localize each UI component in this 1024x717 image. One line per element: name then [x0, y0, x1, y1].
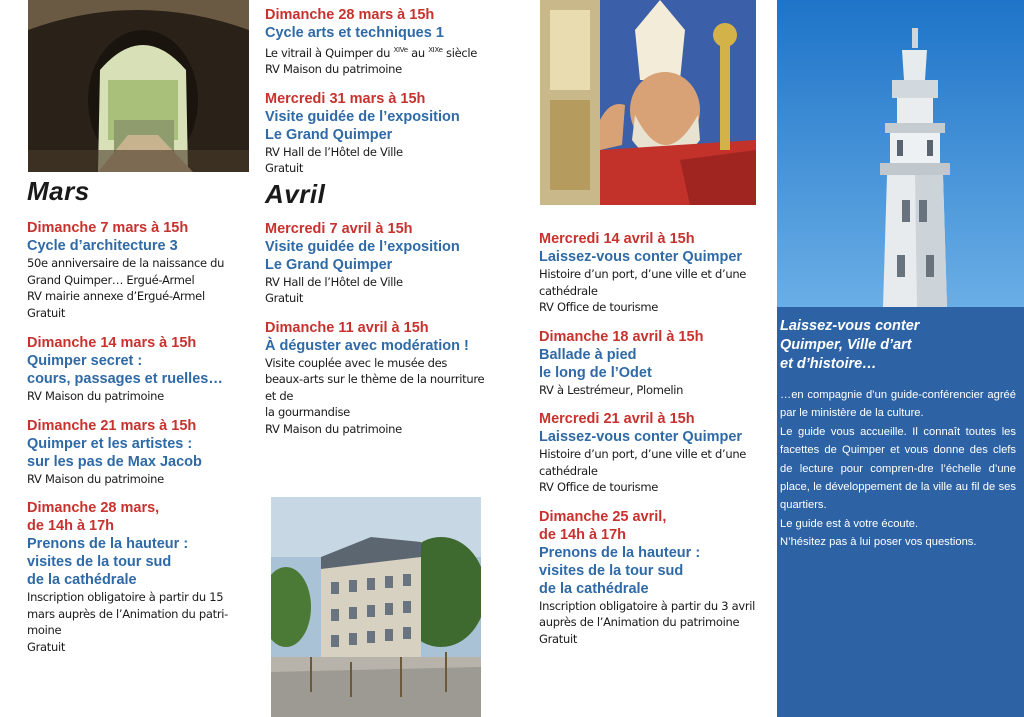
event-title: Le Grand Quimper [265, 126, 393, 143]
event-title: Le Grand Quimper [265, 256, 393, 273]
event-detail: cathédrale [539, 283, 598, 298]
tower-photo [777, 0, 1024, 307]
event-date: Dimanche 11 avril à 15h [265, 319, 429, 336]
event-item [539, 410, 769, 496]
event-detail: RV Office de tourisme [539, 300, 659, 314]
event-title: À déguster avec modération ! [265, 337, 469, 354]
event-title: Laissez-vous conter Quimper [539, 249, 743, 265]
event-detail: beaux-arts sur le thème de la nourriture [265, 372, 485, 387]
event-date: Dimanche 18 avril à 15h [539, 328, 704, 345]
panel-title: et d’histoire… [780, 356, 877, 372]
event-detail: Histoire d’un port, d’une ville et d’une [539, 447, 747, 461]
event-title: Quimper secret : [27, 353, 143, 369]
event-item [539, 328, 769, 399]
event-detail: Visite couplée avec le musée des [265, 355, 448, 370]
event-title: Visite guidée de l’exposition [265, 238, 460, 255]
event-title: de la cathédrale [539, 580, 649, 597]
event-date: Mercredi 7 avril à 15h [265, 220, 413, 237]
event-title: de la cathédrale [27, 572, 137, 588]
panel-title: Quimper, Ville d’art [780, 337, 912, 353]
event-title: Cycle arts et techniques 1 [265, 25, 444, 41]
event-detail: RV Hall de l’Hôtel de Ville [265, 144, 403, 159]
archway-photo [28, 0, 249, 172]
event-time: de 14h à 17h [27, 518, 115, 534]
event-detail: RV Maison du patrimoine [27, 471, 164, 486]
event-title: visites de la tour sud [539, 562, 684, 579]
event-item [539, 508, 769, 648]
column-avril-2 [539, 230, 769, 647]
event-detail: Gratuit [539, 631, 578, 646]
panel-title: Laissez-vous conter [780, 318, 920, 334]
month-heading: Mars [27, 176, 90, 206]
event-detail: Gratuit [27, 639, 66, 654]
month-heading: Avril [265, 178, 326, 209]
event-date: Mercredi 14 avril à 15h [539, 231, 695, 247]
event-title: Ballade à pied [539, 346, 637, 363]
event-detail: la gourmandise [265, 405, 350, 420]
event-detail: RV Hall de l’Hôtel de Ville [265, 274, 403, 289]
event-date: Dimanche 28 mars, [27, 500, 160, 516]
event-detail: RV Maison du patrimoine [27, 389, 164, 403]
event-detail: Gratuit [265, 161, 304, 176]
event-detail: Gratuit [27, 305, 66, 320]
info-panel [777, 307, 1024, 717]
event-item [539, 230, 769, 316]
event-detail: RV à Lestrémeur, Plomelin [539, 382, 684, 397]
event-detail: Inscription obligatoire à partir du 15 [27, 590, 224, 604]
event-detail: RV mairie annexe d’Ergué-Armel [27, 289, 205, 303]
event-detail: auprès de l’Animation du patrimoine [539, 615, 740, 629]
panel-paragraph: …en compagnie d’un guide-conférencier agréé par le ministère de la culture. [780, 389, 1016, 420]
event-detail: cathédrale [539, 463, 598, 478]
event-item [27, 499, 249, 655]
event-title: sur les pas de Max Jacob [27, 453, 202, 470]
event-title: cours, passages et ruelles… [27, 371, 223, 387]
event-date: Dimanche 21 mars à 15h [27, 417, 197, 434]
event-item [265, 6, 490, 78]
event-detail: moine [27, 623, 62, 637]
event-detail: et de [265, 388, 294, 403]
event-detail: mars auprès de l’Animation du patri- [27, 606, 228, 621]
event-title: Visite guidée de l’exposition [265, 108, 460, 125]
event-detail: RV Maison du patrimoine [265, 421, 402, 436]
event-detail: RV Office de tourisme [539, 480, 659, 494]
event-date: Mercredi 31 mars à 15h [265, 90, 426, 107]
event-title: Cycle d’architecture 3 [27, 238, 178, 254]
event-title: Quimper et les artistes : [27, 435, 193, 452]
panel-paragraph: Le guide est à votre écoute. [780, 517, 919, 530]
event-item [27, 417, 249, 488]
event-date: Mercredi 21 avril à 15h [539, 411, 695, 427]
event-date: Dimanche 25 avril, [539, 508, 667, 525]
event-title: le long de l’Odet [539, 364, 652, 381]
event-date: Dimanche 14 mars à 15h [27, 335, 197, 351]
event-title: Prenons de la hauteur : [27, 536, 189, 552]
event-detail: Grand Quimper… Ergué-Armel [27, 272, 195, 287]
column-avril [265, 6, 490, 437]
stained-glass-photo [540, 0, 756, 205]
event-date: Dimanche 7 mars à 15h [27, 220, 189, 236]
event-item [265, 319, 490, 438]
panel-paragraph: Le guide vous accueille. Il connaît toutes les facettes de Quimper et vous donne des clefs de lecture pour compren-dre l’échelle d’une place, le développement de la ville au fil de ses quartiers. [780, 425, 1016, 512]
event-title: visites de la tour sud [27, 554, 172, 570]
event-item [27, 334, 249, 405]
event-item [265, 90, 490, 177]
event-title: Laissez-vous conter Quimper [539, 429, 743, 445]
event-detail: RV Maison du patrimoine [265, 62, 402, 77]
event-detail: 50e anniversaire de la naissance du [27, 256, 225, 270]
column-mars [27, 176, 249, 655]
event-item [27, 219, 249, 321]
panel-paragraph: N’hésitez pas à lui poser vos questions. [780, 536, 977, 549]
event-detail: Le vitrail à Quimper du $^{XIVe}$ au $^{XIXe}$ siècle [265, 45, 478, 60]
event-detail: Inscription obligatoire à partir du 3 avril [539, 598, 756, 613]
event-time: de 14h à 17h [539, 526, 627, 543]
event-title: Prenons de la hauteur : [539, 544, 701, 561]
event-detail: Gratuit [265, 291, 304, 306]
event-date: Dimanche 28 mars à 15h [265, 7, 435, 23]
building-photo [271, 497, 481, 717]
event-detail: Histoire d’un port, d’une ville et d’une [539, 267, 747, 281]
event-item [265, 220, 490, 307]
